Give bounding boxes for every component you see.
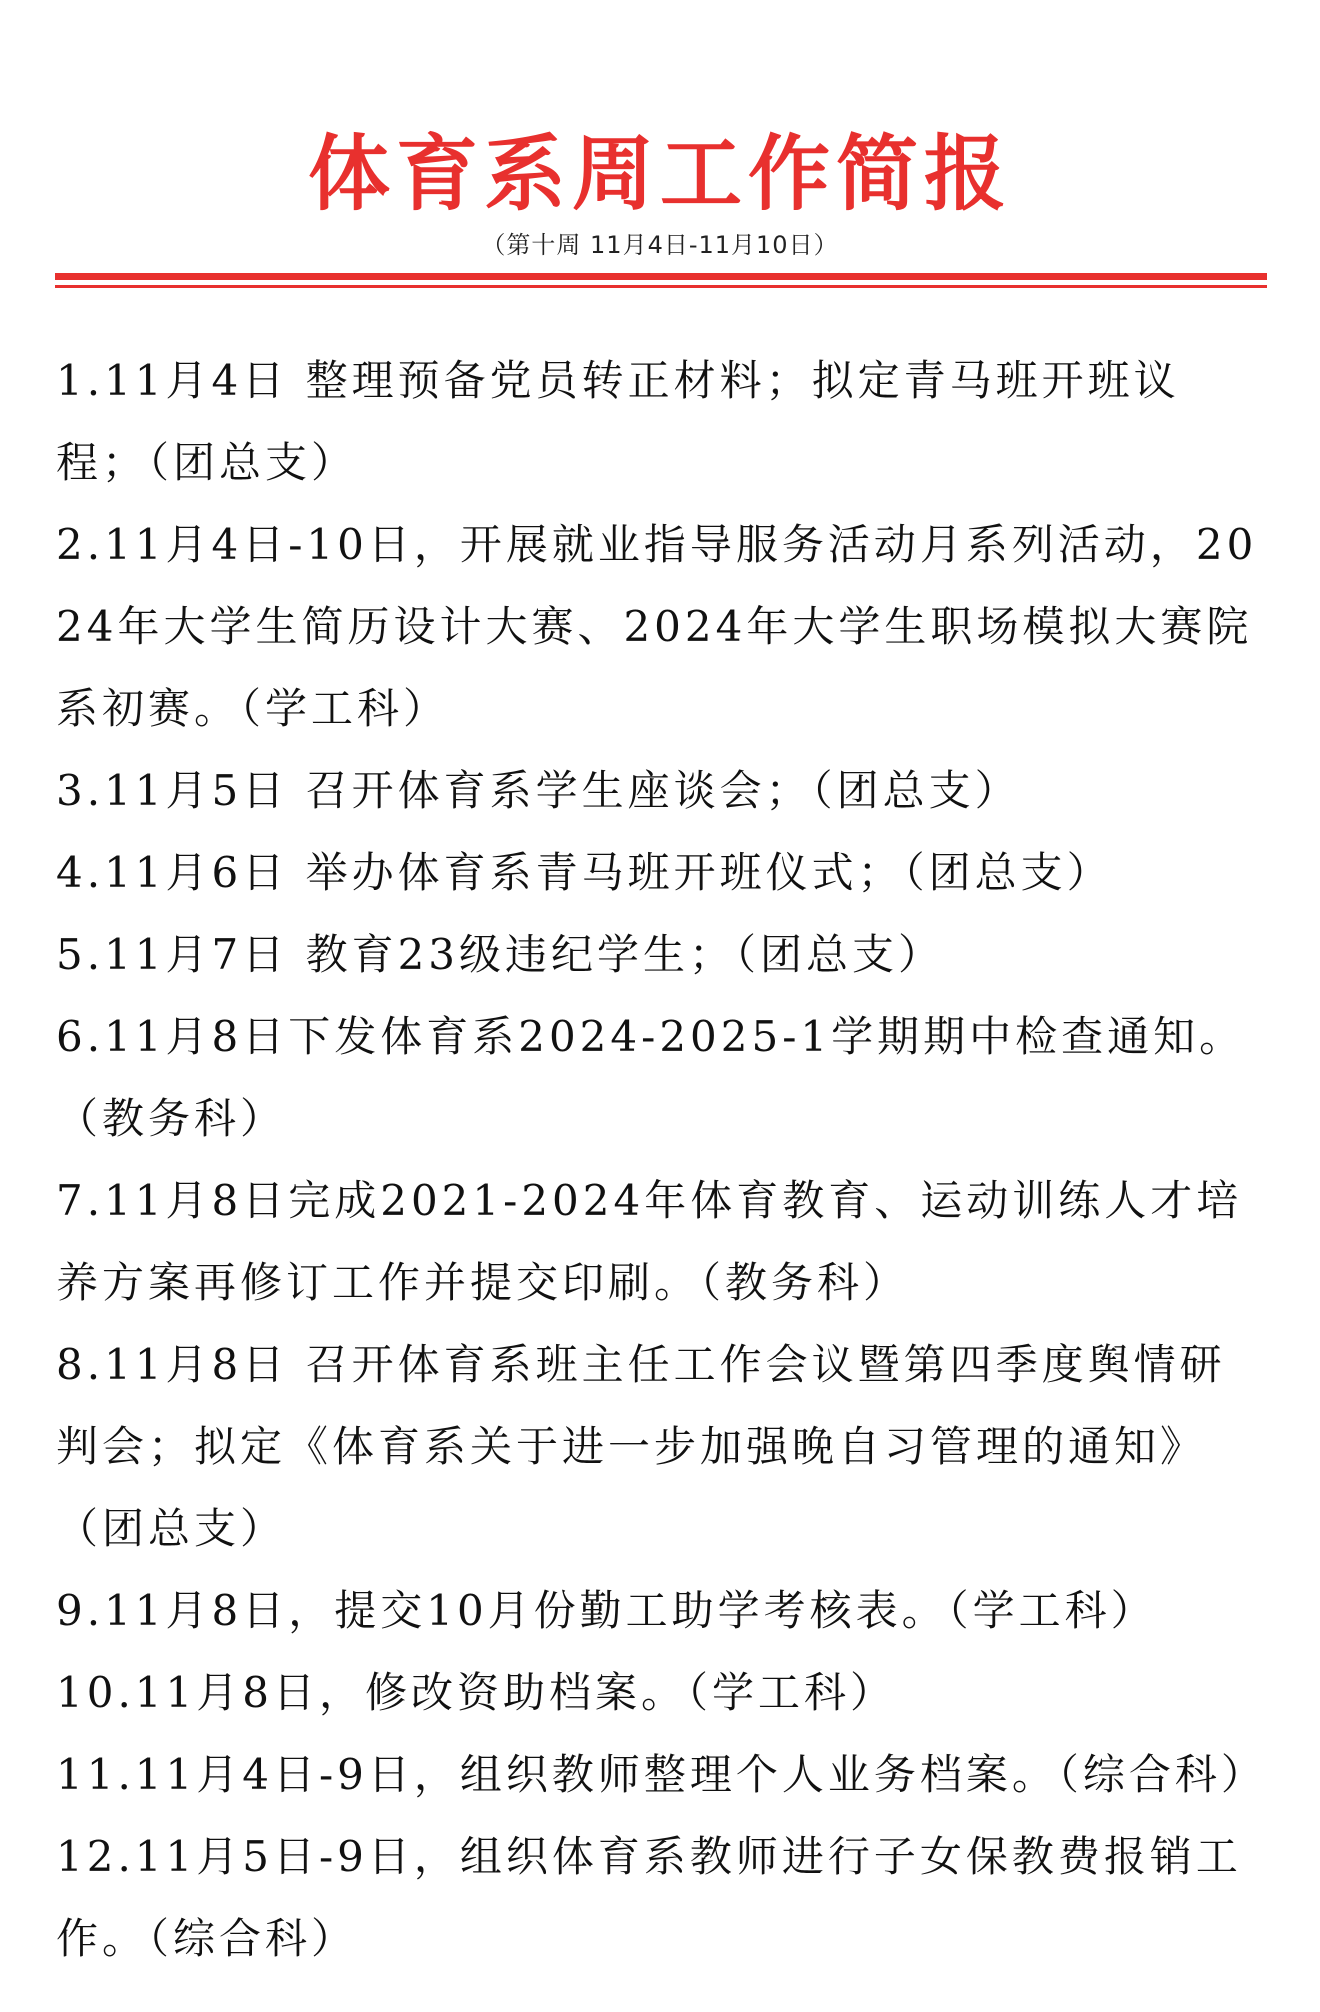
work-item-10: 10.11月8日，修改资助档案。（学工科） [56,1668,896,1717]
work-item-9: 9.11月8日，提交10月份勤工助学考核表。（学工科） [56,1586,1157,1635]
work-item-12: 12.11月5日-9日，组织体育系教师进行子女保教费报销工作。（综合科） [56,1832,1242,1963]
page-title: 体育系周工作简报 [307,126,1012,222]
work-item-1: 1.11月4日 整理预备党员转正材料；拟定青马班开班议程；（团总支） [56,356,1180,487]
header-divider-thin [55,285,1267,288]
work-item-3: 3.11月5日 召开体育系学生座谈会；（团总支） [56,766,1021,815]
work-item-11: 11.11月4日-9日，组织教师整理个人业务档案。（综合科） [56,1750,1267,1799]
work-item-2: 2.11月4日-10日，开展就业指导服务活动月系列活动，2024年大学生简历设计大赛、2024年大学生职场模拟大赛院系初赛。（学工科） [56,520,1258,733]
work-item-5: 5.11月7日 教育23级违纪学生；（团总支） [56,930,945,979]
work-item-list [56,340,1268,1980]
work-item-7: 7.11月8日完成2021-2024年体育教育、运动训练人才培养方案再修订工作并提交印刷。（教务科） [56,1176,1243,1307]
work-item-4: 4.11月6日 举办体育系青马班开班仪式；（团总支） [56,848,1113,897]
header-divider-thick [55,273,1267,280]
work-item-6: 6.11月8日下发体育系2024-2025-1学期期中检查通知。（教务科） [56,1012,1246,1143]
work-item-8: 8.11月8日 召开体育系班主任工作会议暨第四季度舆情研判会；拟定《体育系关于进一步加强晚自习管理的通知》（团总支） [56,1340,1226,1553]
page-subtitle: （第十周 11月4日-11月10日） [481,231,839,259]
